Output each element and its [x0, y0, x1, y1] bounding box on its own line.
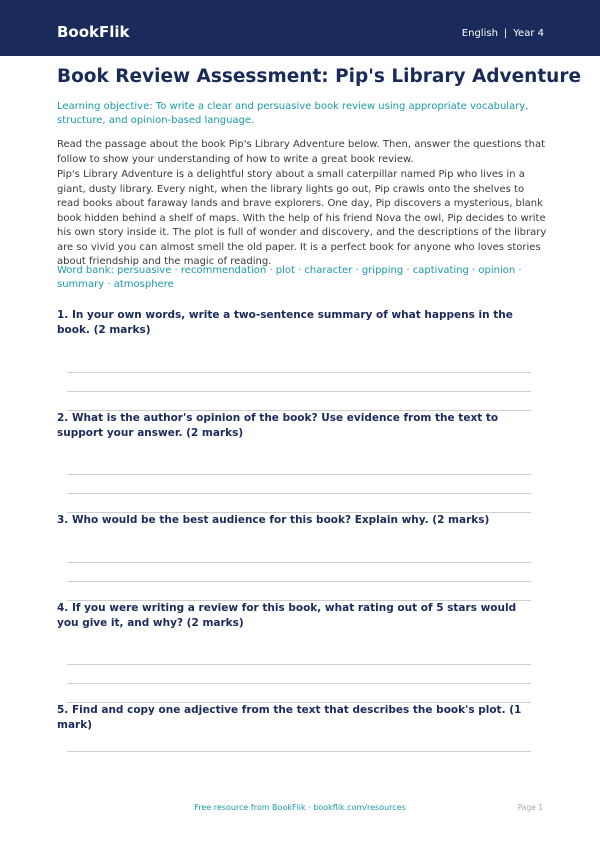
word-bank: Word bank: persuasive · recommendation · plot · character · gripping · captivating · opinion · summary · atmosphere [57, 265, 522, 290]
answer-line[interactable] [67, 683, 531, 684]
page-title: Book Review Assessment: Pip's Library Adventure [57, 66, 582, 87]
question-5: 5. Find and copy one adjective from the text that describes the book's plot. (1 mark) [57, 704, 522, 731]
page-number: Page 1 [517, 803, 543, 812]
answer-line[interactable] [67, 391, 531, 392]
answer-line[interactable] [67, 562, 531, 563]
question-4: 4. If you were writing a review for this book, what rating out of 5 stars would you give it, and why? (2 marks) [57, 602, 517, 629]
answer-line[interactable] [67, 474, 531, 475]
footer-link[interactable]: Free resource from BookFlik · bookflik.com/resources [194, 803, 406, 812]
subject-year-label [462, 27, 544, 41]
answer-line[interactable] [67, 664, 531, 665]
instructions: Read the passage about the book Pip's Library Adventure below. Then, answer the questions that follow to show your understanding of how to write a great book review. [57, 139, 545, 165]
learning-objective: Learning objective: To write a clear and persuasive book review using appropriate vocabulary, structure, and opinion-based language. [57, 101, 529, 126]
year-label: Year 4 [513, 28, 544, 39]
brand-logo[interactable]: BookFlik [57, 23, 130, 41]
question-3: 3. Who would be the best audience for this book? Explain why. (2 marks) [57, 514, 490, 526]
header-bar [0, 0, 600, 56]
subject-label: English [461, 28, 498, 39]
answer-line[interactable] [67, 751, 531, 752]
answer-line[interactable] [67, 372, 531, 373]
question-1: 1. In your own words, write a two-sentence summary of what happens in the book. (2 marks) [57, 309, 513, 336]
header-separator: | [503, 28, 508, 39]
answer-line[interactable] [67, 493, 531, 494]
answer-line[interactable] [67, 581, 531, 582]
reading-passage: Pip's Library Adventure is a delightful story about a small caterpillar named Pip who lives in a giant, dusty library. Every night, when the library lights go out, Pip crawls onto the shelves to read books about faraway lands and brave explorers. One day, Pip discovers a mysterious, blank book hidden behind a shelf of maps. With the help of his friend Nova the owl, Pip decides to write his own story inside it. The plot is full of wonder and discovery, and the descriptions of the library are so vivid you can almost smell the old paper. It is a perfect book for anyone who loves stories about friendship and the magic of reading. [57, 169, 547, 267]
question-2: 2. What is the author's opinion of the book? Use evidence from the text to support your answer. (2 marks) [57, 412, 499, 439]
